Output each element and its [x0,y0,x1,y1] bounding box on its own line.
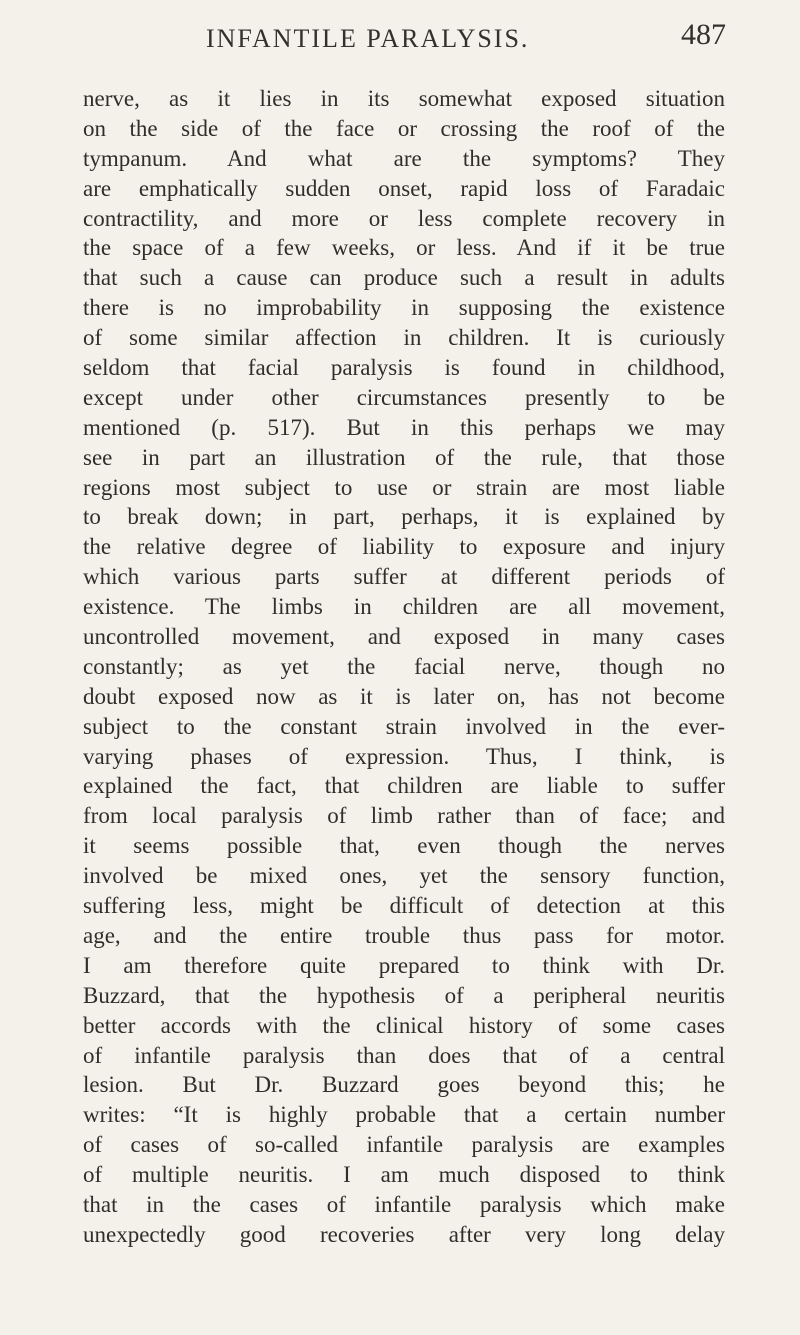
text-line: on the side of the face or crossing the roof of the [83,115,725,141]
text-line: subject to the constant strain involved in the ever- [83,713,725,739]
text-line: tympanum. And what are the symptoms? They [83,145,725,171]
text-line: that such a cause can produce such a result in adults [83,265,725,291]
text-line: see in part an illustration of the rule, that those [83,444,725,470]
text-line: varying phases of expression. Thus, I think, is [83,743,725,769]
text-line: explained the fact, that children are liable to suffer [83,773,725,799]
text-line: of some similar affection in children. It is curiously [83,325,725,351]
text-line: I am therefore quite prepared to think with Dr. [83,952,725,978]
text-line: the space of a few weeks, or less. And if it be true [83,235,725,261]
text-line: there is no improbability in supposing the existence [83,295,725,321]
text-line: constantly; as yet the facial nerve, though no [83,653,725,679]
text-line: of infantile paralysis than does that of a central [83,1042,725,1068]
text-line: age, and the entire trouble thus pass for motor. [83,922,725,948]
text-line: unexpectedly good recoveries after very long delay [83,1221,725,1247]
text-line: it seems possible that, even though the nerves [83,833,725,859]
text-line: are emphatically sudden onset, rapid loss of Faradaic [83,175,725,201]
page-number: 487 [681,18,726,51]
text-line: seldom that facial paralysis is found in childhood, [83,355,725,381]
text-line: involved be mixed ones, yet the sensory function, [83,863,725,889]
text-line: of multiple neuritis. I am much disposed to think [83,1162,725,1188]
text-line: to break down; in part, perhaps, it is explained by [83,504,725,530]
text-line: from local paralysis of limb rather than of face; and [83,803,725,829]
running-title: INFANTILE PARALYSIS. [206,24,530,53]
text-line: existence. The limbs in children are all movement, [83,594,725,620]
text-line: that in the cases of infantile paralysis which make [83,1191,725,1217]
text-line: the relative degree of liability to exposure and injury [83,534,725,560]
text-line: contractility, and more or less complete recovery in [83,205,725,231]
text-line: doubt exposed now as it is later on, has not become [83,683,725,709]
text-line: nerve, as it lies in its somewhat exposed situation [83,86,725,111]
text-line: writes: “It is highly probable that a certain number [83,1102,725,1128]
text-line: suffering less, might be difficult of detection at this [83,893,725,919]
body-text [83,84,725,1250]
text-line: which various parts suffer at different periods of [83,564,725,590]
text-line: except under other circumstances presently to be [83,384,725,410]
text-line: uncontrolled movement, and exposed in many cases [83,624,725,650]
running-head [82,14,732,66]
text-line: better accords with the clinical history of some cases [83,1012,725,1038]
text-line: regions most subject to use or strain are most liable [83,474,725,500]
text-line: Buzzard, that the hypothesis of a peripheral neuritis [83,982,725,1008]
text-line: lesion. But Dr. Buzzard goes beyond this; he [83,1072,725,1098]
text-line: mentioned (p. 517). But in this perhaps we may [83,414,725,440]
text-line: of cases of so-called infantile paralysis are examples [83,1132,725,1158]
